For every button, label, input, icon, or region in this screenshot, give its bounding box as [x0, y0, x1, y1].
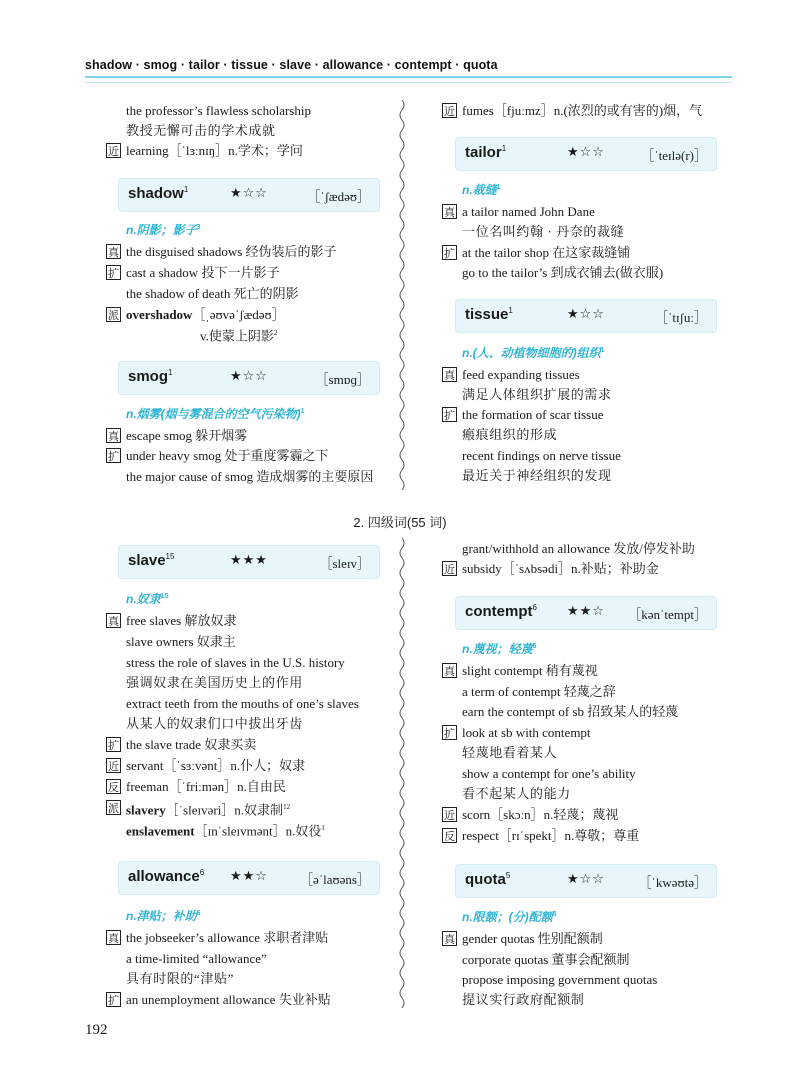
part-of-speech: n.烟雾(烟与雾混合的空气污染物)$^1$ [126, 407, 305, 421]
phonetic: ［ˈteɪlə(r)］ [641, 148, 707, 163]
tag-antonym: 反 [444, 830, 455, 843]
headword: quota$^5$ [465, 871, 511, 888]
phonetic: ［ˈʃædəʊ］ [307, 189, 370, 204]
phonetic: ［ˈkwəʊtə］ [638, 875, 707, 890]
headword: slave$^{15}$ [128, 552, 175, 569]
example-line: feed expanding tissues [462, 367, 580, 382]
example-line: an unemployment allowance 失业补贴 [126, 992, 331, 1007]
example-line: gender quotas 性别配额制 [462, 931, 603, 946]
example-line: grant/withhold an allowance 发放/停发补助 [462, 541, 695, 556]
part-of-speech: n.阴影；影子$^3$ [126, 223, 201, 237]
tag-derived: 派 [108, 802, 119, 815]
part-of-speech: n.奴隶$^{15}$ [126, 592, 169, 606]
synonym-line: fumes［fjuːmz］n.(浓烈的或有害的)烟，气 [462, 103, 703, 118]
tag-real: 真 [108, 246, 119, 259]
phonetic: ［smɒɡ］ [315, 372, 370, 387]
word-card-tailor [455, 137, 717, 171]
example-line: escape smog 躲开烟雾 [126, 428, 248, 443]
tag-real: 真 [108, 430, 119, 443]
example-line: 最近关于神经组织的发现 [462, 468, 612, 483]
example-line: extract teeth from the mouths of one’s slaves [126, 696, 359, 711]
part-of-speech: n.津贴；补助$^6$ [126, 909, 201, 923]
phonetic: ［əˈlaʊəns］ [300, 872, 370, 887]
word-card-smog [118, 361, 380, 395]
example-line: 教授无懈可击的学术成就 [126, 123, 276, 138]
synonym-line: learning［ˈlɜːnɪŋ］n.学术；学问 [126, 143, 303, 158]
example-line: 瘢痕组织的形成 [462, 427, 558, 442]
derived-line: overshadow［ˌəʊvəˈʃædəʊ］ [126, 307, 285, 322]
star-rating: ★☆☆ [567, 145, 605, 160]
example-line: look at sb with contempt [462, 725, 591, 740]
star-rating: ★★★ [230, 553, 268, 568]
tag-extend: 扩 [108, 994, 119, 1007]
example-line: the jobseeker’s allowance 求职者津贴 [126, 930, 329, 945]
synonym-line: scorn［skɔːn］n.轻蔑；蔑视 [462, 807, 619, 822]
headword: allowance$^6$ [128, 868, 205, 885]
running-header: shadow · smog · tailor · tissue · slave · allowance · contempt · quota [85, 58, 498, 72]
antonym-line: respect［rɪˈspekt］n.尊敬；尊重 [462, 828, 640, 843]
example-line: corporate quotas 董事会配额制 [462, 952, 630, 967]
star-rating: ★☆☆ [230, 369, 268, 384]
example-line: the formation of scar tissue [462, 407, 604, 422]
synonym-line: subsidy［ˈsʌbsədi］n.补贴；补助金 [462, 561, 659, 576]
example-line: 强调奴隶在美国历史上的作用 [126, 675, 303, 690]
tag-extend: 扩 [108, 450, 119, 463]
page-number: 192 [85, 1022, 108, 1038]
tag-synonym: 近 [444, 105, 455, 118]
example-line: the professor’s flawless scholarship [126, 103, 311, 118]
phonetic: ［kənˈtempt］ [628, 607, 707, 622]
column-divider-bottom [396, 538, 408, 1008]
example-line: slave owners 奴隶主 [126, 634, 236, 649]
tag-real: 真 [444, 206, 455, 219]
tag-synonym: 近 [108, 760, 119, 773]
example-line: 满足人体组织扩展的需求 [462, 387, 612, 402]
example-line: a tailor named John Dane [462, 204, 595, 219]
tag-antonym: 反 [108, 781, 119, 794]
word-card-contempt [455, 596, 717, 630]
example-line: a time-limited “allowance” [126, 951, 267, 966]
star-rating: ★☆☆ [230, 186, 268, 201]
antonym-line: freeman［ˈfriːmən］n.自由民 [126, 779, 286, 794]
example-line: at the tailor shop 在这家裁缝铺 [462, 245, 631, 260]
tag-extend: 扩 [444, 247, 455, 260]
star-rating: ★★☆ [230, 869, 268, 884]
example-line: the disguised shadows 经伪装后的影子 [126, 244, 337, 259]
tag-real: 真 [108, 932, 119, 945]
headword: smog$^1$ [128, 368, 173, 385]
headword: shadow$^1$ [128, 185, 189, 202]
tag-real: 真 [444, 665, 455, 678]
example-line: show a contempt for one’s ability [462, 766, 636, 781]
example-line: cast a shadow 投下一片影子 [126, 265, 280, 280]
column-divider-top [396, 100, 408, 490]
word-card-slave [118, 545, 380, 579]
example-line: the major cause of smog 造成烟雾的主要原因 [126, 469, 374, 484]
tag-synonym: 近 [444, 809, 455, 822]
header-rule [85, 76, 732, 83]
synonym-line: servant［ˈsɜːvənt］n.仆人；奴隶 [126, 758, 306, 773]
tag-extend: 扩 [444, 727, 455, 740]
example-line: recent findings on nerve tissue [462, 448, 621, 463]
example-line: the shadow of death 死亡的阴影 [126, 286, 299, 301]
example-line: 具有时限的“津贴” [126, 971, 234, 986]
tag-real: 真 [444, 369, 455, 382]
section-title: 2. 四级词(55 词) [353, 515, 447, 530]
derived-line: slavery［ˈsleɪvəri］n.奴隶制$^{12}$ [126, 802, 291, 818]
tag-synonym: 近 [444, 563, 455, 576]
star-rating: ★★☆ [567, 604, 605, 619]
word-card-shadow [118, 178, 380, 212]
tag-derived: 派 [108, 309, 119, 322]
example-line: slight contempt 稍有蔑视 [462, 663, 598, 678]
derived-definition: v.使蒙上阴影$^2$ [200, 328, 278, 344]
tag-synonym: 近 [108, 145, 119, 158]
word-card-quota [455, 864, 717, 898]
example-line: 轻蔑地看着某人 [462, 745, 558, 760]
example-line: stress the role of slaves in the U.S. history [126, 655, 345, 670]
example-line: 看不起某人的能力 [462, 786, 571, 801]
example-line: go to the tailor’s 到成衣铺去(做衣服) [462, 265, 664, 280]
part-of-speech: n.(人、动植物细胞的)组织$^1$ [462, 346, 605, 360]
headword: contempt$^6$ [465, 603, 537, 620]
phonetic: ［ˈtɪʃuː］ [655, 310, 707, 325]
tag-extend: 扩 [108, 267, 119, 280]
word-card-tissue [455, 299, 717, 333]
derived-line: enslavement［ɪnˈsleɪvmənt］n.奴役$^1$ [126, 823, 325, 839]
example-line: earn the contempt of sb 招致某人的轻蔑 [462, 704, 679, 719]
tag-extend: 扩 [108, 739, 119, 752]
example-line: free slaves 解放奴隶 [126, 613, 237, 628]
example-line: under heavy smog 处于重度雾霾之下 [126, 448, 329, 463]
example-line: propose imposing government quotas [462, 972, 658, 987]
example-line: a term of contempt 轻蔑之辞 [462, 684, 616, 699]
headword: tailor$^1$ [465, 144, 507, 161]
part-of-speech: n.限额；(分)配额$^5$ [462, 910, 557, 924]
headword: tissue$^1$ [465, 306, 513, 323]
example-line: 从某人的奴隶们口中拔出牙齿 [126, 716, 303, 731]
tag-real: 真 [108, 615, 119, 628]
star-rating: ★☆☆ [567, 307, 605, 322]
star-rating: ★☆☆ [567, 872, 605, 887]
tag-real: 真 [444, 933, 455, 946]
example-line: 提议实行政府配额制 [462, 992, 585, 1007]
word-card-allowance [118, 861, 380, 895]
example-line: 一位名叫约翰 · 丹奈的裁缝 [462, 224, 625, 239]
part-of-speech: n.裁缝$^1$ [462, 183, 501, 197]
phonetic: ［sleɪv］ [319, 556, 370, 571]
part-of-speech: n.蔑视；轻蔑$^6$ [462, 642, 537, 656]
tag-extend: 扩 [444, 409, 455, 422]
example-line: the slave trade 奴隶买卖 [126, 737, 257, 752]
